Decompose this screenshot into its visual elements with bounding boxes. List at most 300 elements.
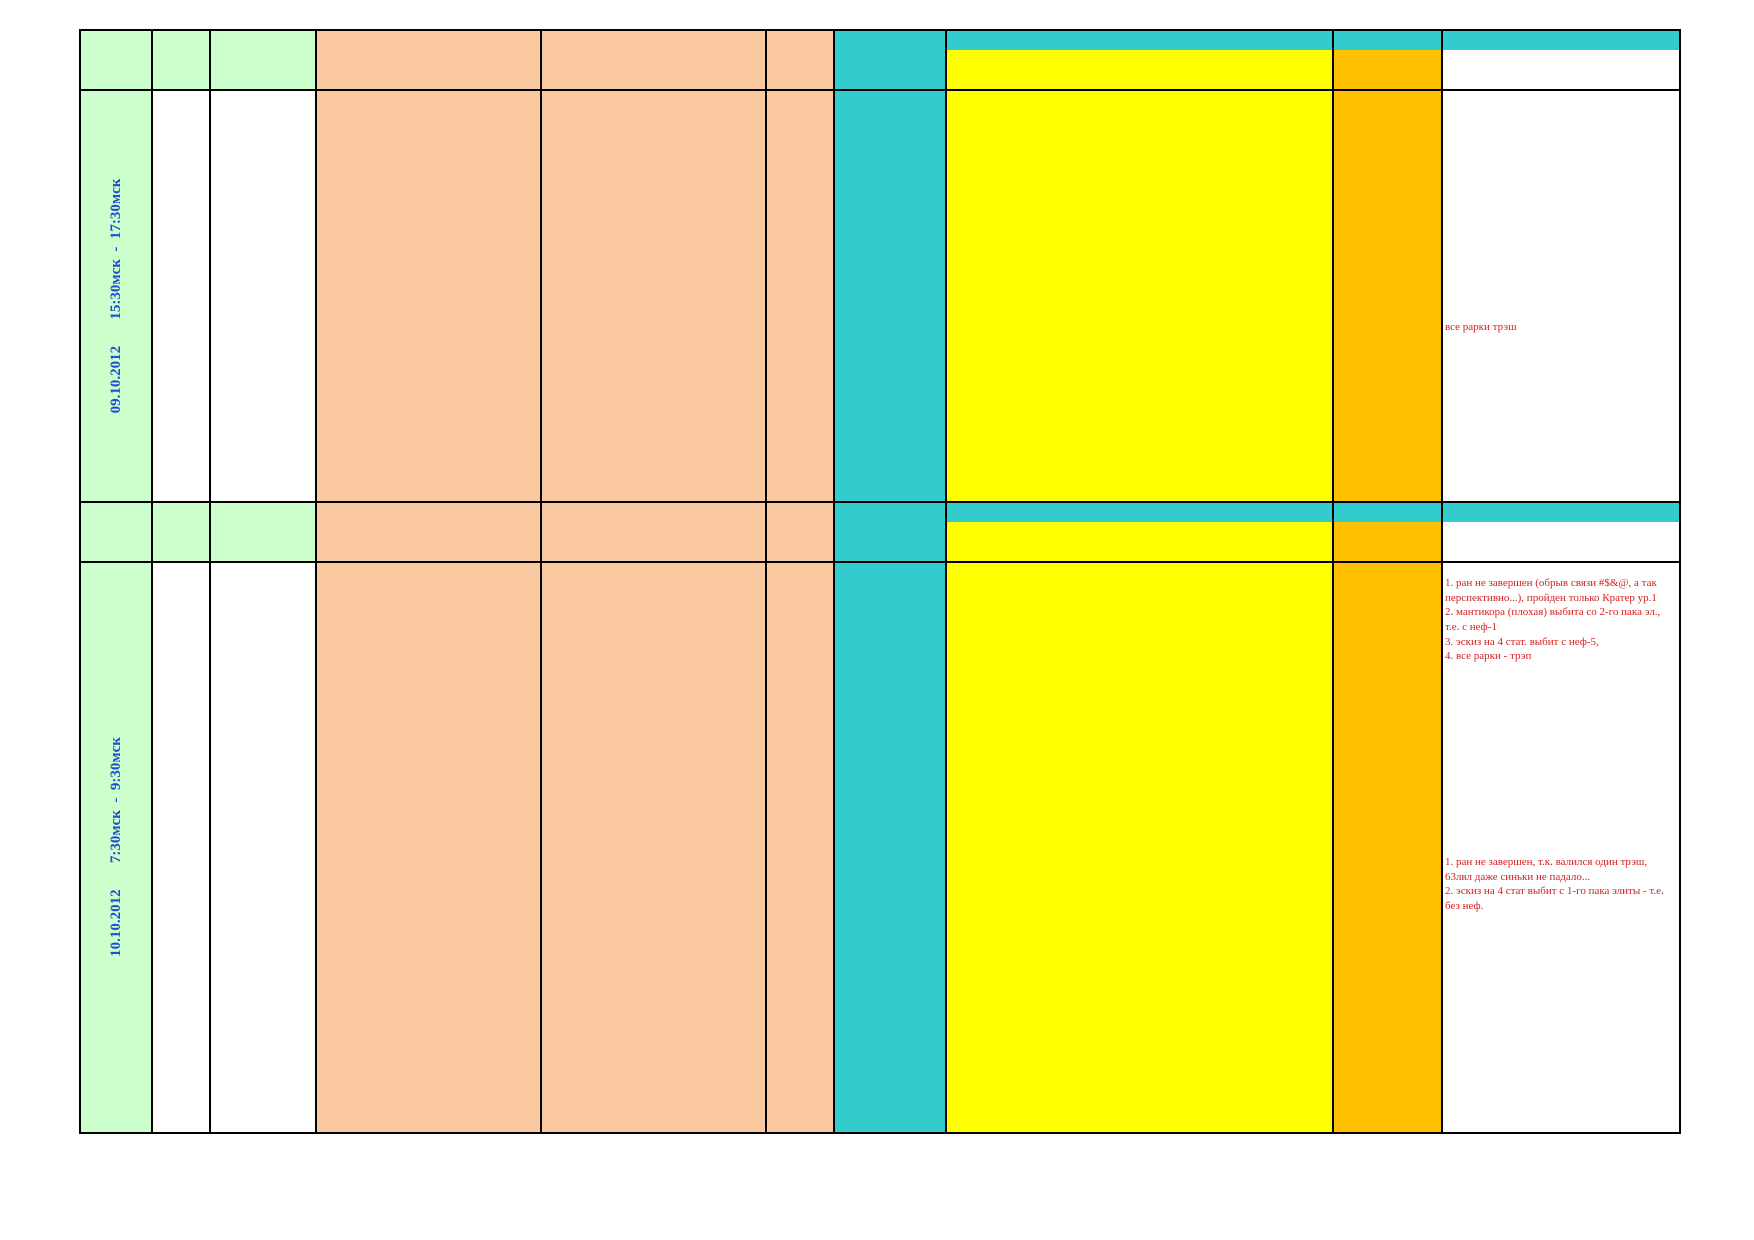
yellow-61-count: [629, 1049, 698, 1071]
elite-mob-cell: [834, 740, 947, 762]
relog-cell: [152, 1091, 211, 1113]
yellow-count: [541, 1070, 630, 1092]
blue-61-count: [404, 399, 473, 421]
stat4-cell: [1100, 1008, 1178, 1030]
legendary-cell: [1333, 172, 1443, 194]
legendary-cell: [1333, 358, 1443, 380]
loot-note: [1442, 1070, 1680, 1092]
stat6-cell: [1253, 461, 1334, 483]
elite-mob-cell: [834, 461, 947, 483]
header-pack-group: [316, 30, 835, 51]
relog-cell: [152, 481, 211, 503]
elite-mob-cell: [834, 781, 947, 803]
no-pack-cell: [316, 152, 835, 174]
elite-mob-cell: [834, 214, 947, 236]
yellow-61-count: [629, 317, 698, 339]
header-blue: [316, 50, 405, 91]
legendary-cell: [1333, 843, 1443, 927]
stat6-cell: [1253, 1111, 1334, 1133]
yellow-63-count: [697, 760, 767, 782]
blue-61-count: [404, 740, 473, 762]
stat6-cell: [1253, 90, 1334, 112]
yellow-63-cell: [1023, 1070, 1101, 1092]
blue-61-count: [404, 946, 473, 968]
yellow-61-62-cell: [946, 1008, 1024, 1030]
elite-mob-cell: [834, 1029, 947, 1051]
legendary-cell: [1333, 111, 1443, 133]
table-border: [1332, 30, 1334, 503]
yellow-63-cell: [1023, 111, 1101, 133]
stat5-cell: [1177, 1029, 1254, 1051]
legendary-cell: [1333, 481, 1443, 503]
elite-mob-cell: [834, 760, 947, 782]
loot-note: 1. ран не завершен (обрыв связи #$&@, а так перспективно...), пройден только Кратер ур.1 2. мантикора (плохая) выбита со 2-го пака эл., т.е. с неф-1 3. эскиз на 4 стат. выбит с неф-5, 4. все рарки - трэп: [1442, 562, 1680, 679]
yellow-63-count: [697, 843, 767, 927]
blue-63-count: [472, 1091, 542, 1113]
pack-note: [766, 296, 835, 318]
server-cell: [210, 678, 317, 700]
relog-cell: [152, 719, 211, 741]
stat6-cell: [1253, 802, 1334, 824]
stat5-cell: [1177, 678, 1254, 700]
stat5-cell: [1177, 1049, 1254, 1071]
stat6-cell: [1253, 440, 1334, 462]
yellow-61-62-cell: [946, 399, 1024, 421]
pack-note: [766, 760, 835, 782]
yellow-61-count: [629, 481, 698, 503]
stat6-cell: [1253, 358, 1334, 380]
stat6-cell: [1253, 172, 1334, 194]
elite-mob-cell: [834, 678, 947, 700]
loot-note: [1442, 275, 1680, 297]
header-server: [210, 502, 317, 563]
blue-63-count: [472, 760, 542, 782]
pack-note: [766, 678, 835, 700]
stat6-cell: [1253, 678, 1334, 700]
yellow-61-62-cell: [946, 967, 1024, 989]
elite-mob-cell: [834, 946, 947, 968]
yellow-63-count: [697, 781, 767, 803]
loot-note: [1442, 399, 1680, 421]
stat5-cell: [1177, 193, 1254, 215]
yellow-61-62-cell: [946, 111, 1024, 133]
no-pack-cell: [316, 802, 835, 824]
legendary-cell: [1333, 131, 1443, 153]
relog-cell: [152, 1008, 211, 1030]
loot-note: [1442, 481, 1680, 503]
pack-note: [766, 1091, 835, 1113]
stat5-cell: [1177, 946, 1254, 968]
pack-note: [766, 399, 835, 421]
header-note2: [1442, 50, 1680, 91]
yellow-63-cell: [1023, 967, 1101, 989]
yellow-61-62-cell: [946, 781, 1024, 803]
stat6-cell: [1253, 481, 1334, 503]
stat6-cell: [1253, 234, 1334, 256]
relog-cell: [152, 420, 211, 442]
pack-note: [766, 946, 835, 968]
yellow-count: [541, 481, 630, 503]
yellow-61-62-cell: [946, 358, 1024, 380]
pack-note: [766, 781, 835, 803]
stat4-cell: [1100, 946, 1178, 968]
stat4-cell: [1100, 562, 1178, 679]
yellow-63-cell: [1023, 193, 1101, 215]
blue-count: [316, 1008, 405, 1030]
elite-mob-cell: [834, 255, 947, 277]
elite-mob-cell: [834, 843, 947, 927]
pack-note: [766, 172, 835, 194]
yellow-61-62-cell: [946, 296, 1024, 318]
relog-cell: [152, 760, 211, 782]
yellow-61-62-cell: [946, 1091, 1024, 1113]
relog-cell: [152, 378, 211, 400]
table-border: [540, 502, 542, 1133]
yellow-61-count: [629, 90, 698, 112]
yellow-63-count: [697, 719, 767, 741]
stat5-cell: [1177, 843, 1254, 927]
loot-note: [1442, 1049, 1680, 1071]
stat4-cell: [1100, 719, 1178, 741]
elite-mob-cell: [834, 967, 947, 989]
elite-mob-cell: [834, 1049, 947, 1071]
stat4-cell: [1100, 152, 1178, 174]
table-border: [1441, 30, 1443, 503]
yellow-63-cell: [1023, 1111, 1101, 1133]
stat5-cell: [1177, 967, 1254, 989]
blue-63-count: [472, 337, 542, 359]
header-yellow-61: [629, 50, 698, 91]
pack-note: [766, 1049, 835, 1071]
server-cell: [210, 760, 317, 782]
blue-63-count: [472, 1008, 542, 1030]
server-cell: [210, 946, 317, 968]
yellow-61-62-cell: [946, 317, 1024, 339]
date-time-cell: [80, 562, 153, 1133]
blue-63-count: [472, 172, 542, 194]
pack-note: [766, 481, 835, 503]
loot-note: [1442, 111, 1680, 133]
yellow-61-62-cell: [946, 275, 1024, 297]
relog-cell: [152, 926, 211, 948]
server-cell: [210, 461, 317, 483]
stat4-cell: [1100, 967, 1178, 989]
server-cell: [210, 420, 317, 442]
stat4-cell: [1100, 481, 1178, 503]
legendary-cell: [1333, 275, 1443, 297]
header-yellow-63: [697, 522, 767, 563]
yellow-63-cell: [1023, 1029, 1101, 1051]
blue-count: [316, 699, 405, 721]
yellow-61-62-cell: [946, 440, 1024, 462]
stat4-cell: [1100, 172, 1178, 194]
yellow-63-cell: [1023, 1049, 1101, 1071]
table-border: [833, 30, 835, 503]
legendary-cell: [1333, 214, 1443, 236]
yellow-63-cell: [1023, 399, 1101, 421]
no-pack-cell: [316, 214, 835, 236]
pack-note: [766, 562, 835, 679]
relog-cell: [152, 461, 211, 483]
stat4-cell: [1100, 678, 1178, 700]
legendary-cell: [1333, 740, 1443, 762]
pack-note: [766, 988, 835, 1010]
yellow-61-62-cell: [946, 1111, 1024, 1133]
relog-cell: [152, 172, 211, 194]
blue-61-count: [404, 760, 473, 782]
yellow-63-count: [697, 562, 767, 679]
elite-mob-cell: [834, 317, 947, 339]
yellow-count: [541, 461, 630, 483]
stat5-cell: [1177, 760, 1254, 782]
loot-note: [1442, 802, 1680, 824]
yellow-61-count: [629, 699, 698, 721]
pack-note: [766, 337, 835, 359]
stat5-cell: [1177, 719, 1254, 741]
relog-cell: [152, 152, 211, 174]
yellow-63-cell: [1023, 1091, 1101, 1113]
yellow-count: [541, 440, 630, 462]
yellow-count: [541, 337, 630, 359]
stat6-cell: [1253, 719, 1334, 741]
yellow-count: [541, 296, 630, 318]
stat5-cell: [1177, 234, 1254, 256]
stat6-cell: [1253, 781, 1334, 803]
yellow-61-count: [629, 760, 698, 782]
relog-cell: [152, 358, 211, 380]
loot-note: [1442, 678, 1680, 700]
server-cell: [210, 699, 317, 721]
no-pack-cell: [316, 111, 835, 133]
yellow-61-62-cell: [946, 740, 1024, 762]
loot-note: все рарки трэш: [1442, 317, 1680, 339]
stat6-cell: [1253, 1029, 1334, 1051]
table-border: [209, 502, 211, 1133]
elite-mob-cell: [834, 111, 947, 133]
yellow-61-count: [629, 843, 698, 927]
yellow-61-count: [629, 781, 698, 803]
stat5-cell: [1177, 255, 1254, 277]
header-yellow: [541, 522, 630, 563]
stat4-cell: [1100, 111, 1178, 133]
yellow-count: [541, 699, 630, 721]
stat4-cell: [1100, 461, 1178, 483]
relog-cell: [152, 296, 211, 318]
blue-61-count: [404, 1049, 473, 1071]
blue-count: [316, 481, 405, 503]
elite-mob-cell: [834, 926, 947, 948]
stat6-cell: [1253, 1049, 1334, 1071]
table-border: [79, 501, 81, 1134]
legendary-cell: [1333, 926, 1443, 948]
yellow-63-cell: [1023, 358, 1101, 380]
elite-mob-cell: [834, 562, 947, 679]
yellow-61-count: [629, 1091, 698, 1113]
yellow-63-count: [697, 1091, 767, 1113]
no-pack-cell: [316, 358, 835, 380]
loot-note: [1442, 926, 1680, 948]
yellow-63-count: [697, 440, 767, 462]
relog-cell: [152, 988, 211, 1010]
loot-note: [1442, 296, 1680, 318]
yellow-61-count: [629, 296, 698, 318]
elite-mob-cell: [834, 802, 947, 824]
stat4-cell: [1100, 193, 1178, 215]
blue-count: [316, 988, 405, 1010]
yellow-61-62-cell: [946, 843, 1024, 927]
blue-count: [316, 461, 405, 483]
header-pack-group: [316, 502, 835, 523]
relog-cell: [152, 781, 211, 803]
legendary-cell: [1333, 1070, 1443, 1092]
yellow-61-count: [629, 1070, 698, 1092]
server-cell: [210, 399, 317, 421]
stat4-cell: [1100, 378, 1178, 400]
blue-61-count: [404, 1008, 473, 1030]
yellow-count: [541, 562, 630, 679]
legendary-cell: [1333, 440, 1443, 462]
header-date: [80, 30, 153, 91]
server-cell: [210, 1111, 317, 1133]
loot-note: [1442, 699, 1680, 721]
yellow-61-62-cell: [946, 378, 1024, 400]
no-pack-cell: [316, 275, 835, 297]
yellow-61-62-cell: [946, 678, 1024, 700]
yellow-61-62-cell: [946, 760, 1024, 782]
elite-mob-cell: [834, 699, 947, 721]
elite-mob-cell: [834, 275, 947, 297]
relog-cell: [152, 255, 211, 277]
elite-mob-cell: [834, 193, 947, 215]
header-s5: [1177, 50, 1254, 91]
blue-count: [316, 1091, 405, 1113]
no-pack-cell: [316, 131, 835, 153]
stat6-cell: [1253, 562, 1334, 679]
legendary-cell: [1333, 562, 1443, 679]
yellow-61-count: [629, 1008, 698, 1030]
header-blue: [316, 522, 405, 563]
stat4-cell: [1100, 255, 1178, 277]
loot-note: [1442, 193, 1680, 215]
relog-cell: [152, 440, 211, 462]
legendary-cell: [1333, 781, 1443, 803]
relog-cell: [152, 111, 211, 133]
loot-note: [1442, 378, 1680, 400]
legendary-cell: [1333, 1008, 1443, 1030]
loot-note: [1442, 740, 1680, 762]
blue-63-count: [472, 719, 542, 741]
yellow-63-cell: [1023, 926, 1101, 948]
yellow-63-cell: [1023, 337, 1101, 359]
elite-mob-cell: [834, 440, 947, 462]
blue-count: [316, 337, 405, 359]
yellow-61-62-cell: [946, 255, 1024, 277]
elite-mob-cell: [834, 822, 947, 844]
stat5-cell: [1177, 131, 1254, 153]
loot-note: [1442, 234, 1680, 256]
elite-mob-cell: [834, 420, 947, 442]
yellow-63-cell: [1023, 131, 1101, 153]
pack-note: [766, 740, 835, 762]
header-s4: [1100, 50, 1178, 91]
stat4-cell: [1100, 1029, 1178, 1051]
relog-cell: [152, 399, 211, 421]
blue-61-count: [404, 843, 473, 927]
stat5-cell: [1177, 926, 1254, 948]
yellow-count: [541, 781, 630, 803]
stat6-cell: [1253, 255, 1334, 277]
yellow-61-count: [629, 946, 698, 968]
legendary-cell: [1333, 420, 1443, 442]
stat5-cell: [1177, 562, 1254, 679]
blue-count: [316, 90, 405, 112]
no-pack-cell: [316, 255, 835, 277]
blue-count: [316, 172, 405, 194]
stat6-cell: [1253, 760, 1334, 782]
legendary-cell: [1333, 378, 1443, 400]
blue-count: [316, 420, 405, 442]
pack-note: [766, 420, 835, 442]
stat6-cell: [1253, 967, 1334, 989]
table-border: [765, 502, 767, 1133]
yellow-count: [541, 719, 630, 741]
table-border: [79, 29, 81, 504]
loot-note: 1. ран не завершен, т.к. валился один трэш, 63лвл даже синьки не падало... 2. эскиз на 4 стат выбит с 1-го пака элиты - т.е. без неф.: [1442, 843, 1680, 927]
stat4-cell: [1100, 440, 1178, 462]
loot-note: [1442, 358, 1680, 380]
stat5-cell: [1177, 152, 1254, 174]
blue-63-count: [472, 1070, 542, 1092]
yellow-63-count: [697, 946, 767, 968]
loot-note: [1442, 1111, 1680, 1133]
server-cell: [210, 275, 317, 297]
yellow-61-count: [629, 172, 698, 194]
yellow-63-count: [697, 481, 767, 503]
server-cell: [210, 843, 317, 927]
yellow-63-cell: [1023, 802, 1101, 824]
stat4-cell: [1100, 802, 1178, 824]
yellow-61-62-cell: [946, 719, 1024, 741]
legendary-cell: [1333, 317, 1443, 339]
stat5-cell: [1177, 420, 1254, 442]
loot-note: [1442, 946, 1680, 968]
blue-63-count: [472, 481, 542, 503]
server-cell: [210, 967, 317, 989]
stat4-cell: [1100, 1049, 1178, 1071]
header-yellow-63: [697, 50, 767, 91]
stat4-cell: [1100, 358, 1178, 380]
loot-note: [1442, 1091, 1680, 1113]
header-yellow: [541, 50, 630, 91]
stat6-cell: [1253, 822, 1334, 844]
yellow-63-cell: [1023, 988, 1101, 1010]
yellow-61-62-cell: [946, 337, 1024, 359]
header-blue-61: [404, 522, 473, 563]
yellow-61-count: [629, 678, 698, 700]
relog-cell: [152, 193, 211, 215]
table-border: [833, 502, 835, 1133]
header-date: [80, 502, 153, 563]
header-loot-group: [834, 30, 1680, 51]
blue-61-count: [404, 317, 473, 339]
blue-63-count: [472, 967, 542, 989]
blue-61-count: [404, 461, 473, 483]
yellow-63-count: [697, 1049, 767, 1071]
yellow-count: [541, 967, 630, 989]
no-pack-cell: [316, 822, 835, 844]
yellow-61-count: [629, 562, 698, 679]
stat6-cell: [1253, 111, 1334, 133]
